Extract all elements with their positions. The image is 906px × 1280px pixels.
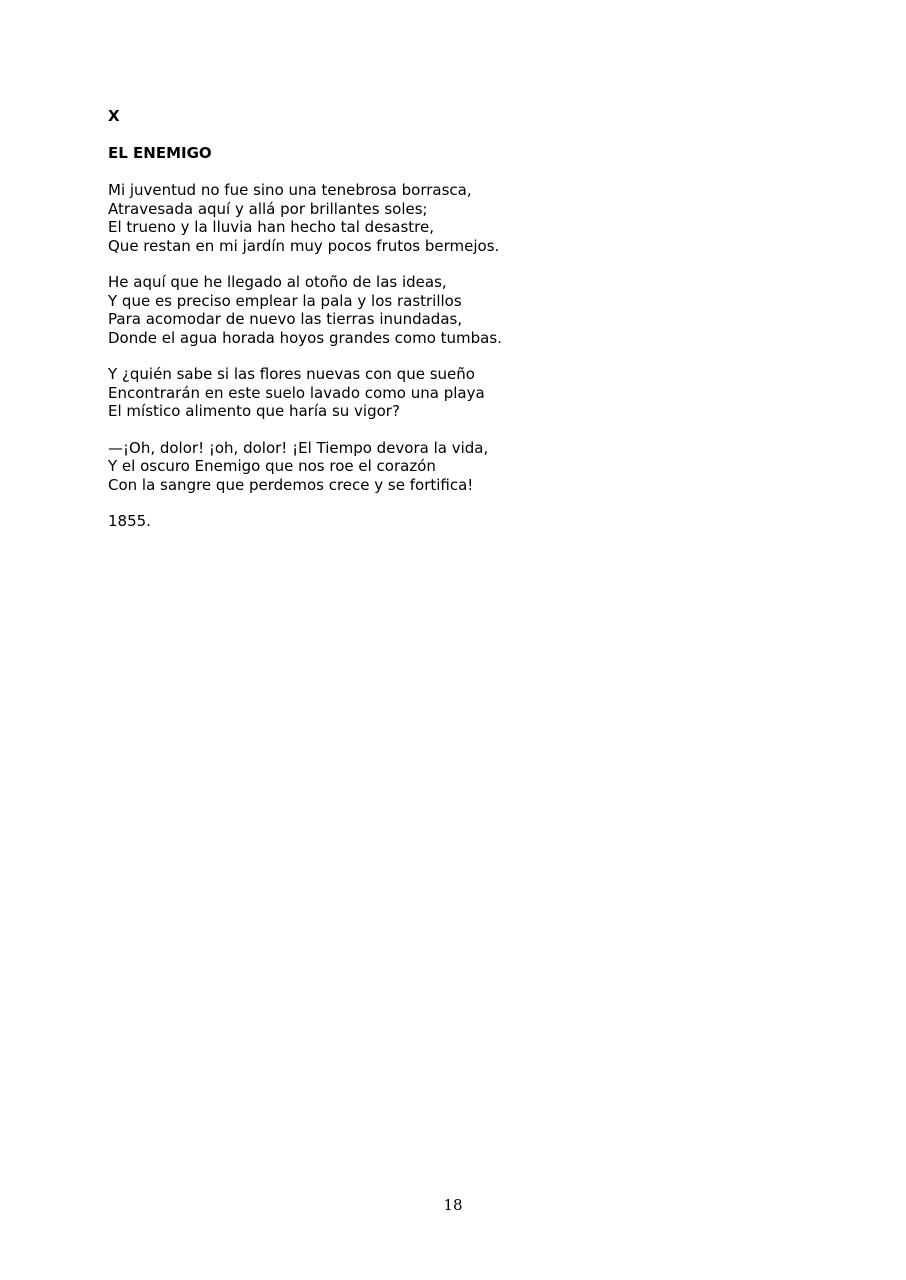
poem-body <box>108 107 828 531</box>
verse-line: Mi juventud no fue sino una tenebrosa borrasca, <box>108 181 472 199</box>
stanza-1 <box>108 181 828 255</box>
verse-line: Y el oscuro Enemigo que nos roe el corazón <box>108 457 436 475</box>
poem-date: 1855. <box>108 512 151 530</box>
stanza-2 <box>108 273 828 347</box>
verse-line: He aquí que he llegado al otoño de las ideas, <box>108 273 447 291</box>
page-number: 18 <box>443 1196 463 1214</box>
verse-line: Donde el agua horada hoyos grandes como tumbas. <box>108 328 502 347</box>
verse-line: Encontrarán en este suelo lavado como una playa <box>108 383 485 402</box>
stanza-4 <box>108 439 828 495</box>
verse-line: El místico alimento que haría su vigor? <box>108 402 400 420</box>
stanza-3 <box>108 365 828 421</box>
verse-line: Con la sangre que perdemos crece y se fortifica! <box>108 475 474 494</box>
verse-line: —¡Oh, dolor! ¡oh, dolor! ¡El Tiempo devora la vida, <box>108 438 489 457</box>
poem-title: EL ENEMIGO <box>108 144 212 162</box>
verse-line: Y ¿quién sabe si las flores nuevas con que sueño <box>108 365 475 383</box>
verse-line: El trueno y la lluvia han hecho tal desastre, <box>108 218 434 236</box>
verse-line: Para acomodar de nuevo las tierras inundadas, <box>108 310 463 328</box>
verse-line: Atravesada aquí y allá por brillantes soles; <box>108 199 428 218</box>
poem-numeral: X <box>108 107 120 125</box>
verse-line: Que restan en mi jardín muy pocos frutos bermejos. <box>108 236 500 255</box>
verse-line: Y que es preciso emplear la pala y los rastrillos <box>108 291 462 310</box>
